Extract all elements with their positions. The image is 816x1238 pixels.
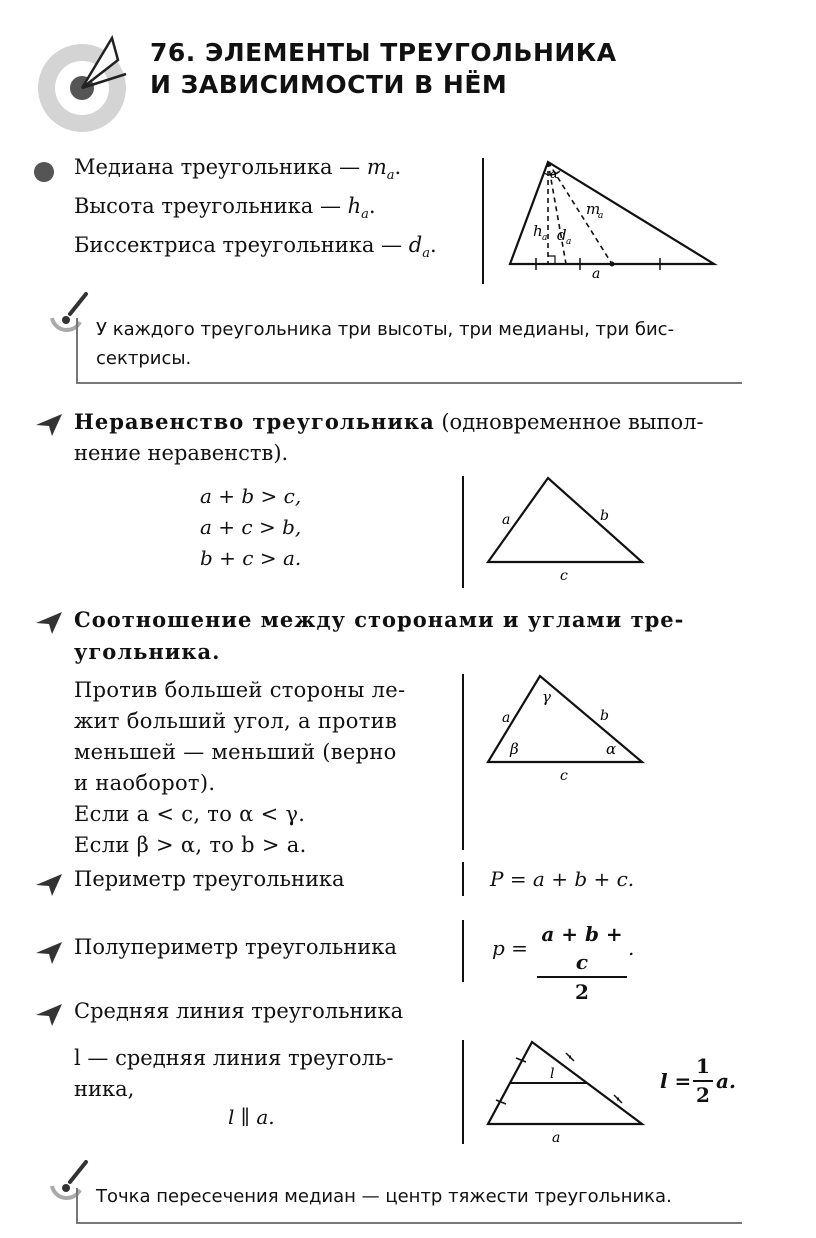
definitions-list <box>74 152 437 270</box>
midline-formula-lhs: l = <box>660 1069 692 1093</box>
midline-heading: Средняя линия треугольника <box>74 999 404 1023</box>
midline-parallel: l ∥ a. <box>228 1105 275 1129</box>
perimeter-formula: P = a + b + c. <box>490 867 635 891</box>
semiperimeter-label: Полупериметр треугольника <box>74 935 397 959</box>
semiperimeter-lhs: p = <box>492 936 528 960</box>
midline-text: l — средняя линия треуголь- ника, <box>74 1046 394 1101</box>
divider-line <box>462 476 464 588</box>
definition-median: Медиана треугольника — $m_a$. <box>74 155 402 184</box>
divider-line <box>482 158 484 284</box>
midline-formula-rhs: a. <box>716 1069 736 1093</box>
angle-gamma-label: γ <box>542 688 551 706</box>
note-text: Точка пересечения медиан — центр тяжести треугольника. <box>96 1186 672 1207</box>
definition-height: Высота треугольника — $h_a$. <box>74 194 376 223</box>
note-text: У каждого треугольника три высоты, три медианы, три бис- сектрисы. <box>96 319 675 369</box>
m-label: m <box>586 200 601 218</box>
page-subtitle: И ЗАВИСИМОСТИ В НЁМ <box>150 70 508 99</box>
m-sub-label: a <box>598 211 604 221</box>
page-title: 76. ЭЛЕМЕНТЫ ТРЕУГОЛЬНИКА <box>150 38 617 67</box>
h-label: h <box>533 222 543 240</box>
side-a-label: a <box>502 512 511 528</box>
base-a-label: a <box>552 1130 561 1146</box>
perimeter-label: Периметр треугольника <box>74 867 345 891</box>
triangle-midline-figure <box>482 1036 652 1148</box>
triangle-elements-figure <box>500 152 730 282</box>
definition-bisector: Биссектриса треугольника — $d_a$. <box>74 233 437 262</box>
check-arrow-icon <box>36 612 62 634</box>
section-logo-icon <box>30 30 138 138</box>
relation-text: Против большей стороны ле- жит больший угол, а против меньшей — меньший (верно и наоборот). Если a < c, то α < γ. Если β > α, то b > a. <box>74 678 406 857</box>
inequality-heading: Неравенство треугольника (одновременное выпол- нение неравенств). <box>74 409 704 465</box>
divider-line <box>462 1040 464 1144</box>
bullet-dot-icon <box>34 162 54 182</box>
check-arrow-icon <box>36 414 62 436</box>
side-c-label: c <box>560 768 568 784</box>
angle-beta-label: β <box>510 740 519 758</box>
d-sub-label: a <box>566 237 572 247</box>
side-b-label: b <box>600 508 609 524</box>
divider-line <box>462 862 464 896</box>
inequality-formulas: a + b > c, a + c > b, b + c > a. <box>200 484 302 570</box>
side-b-label: b <box>600 708 609 724</box>
semiperimeter-fraction: a + b + c 2 <box>537 920 627 1006</box>
alpha-label: α <box>550 167 559 181</box>
divider-line <box>462 920 464 982</box>
angle-alpha-label: α <box>606 740 617 758</box>
side-a-label: a <box>502 710 511 726</box>
midline-l-label: l <box>550 1066 555 1082</box>
check-arrow-icon <box>36 1004 62 1026</box>
check-arrow-icon <box>36 942 62 964</box>
d-label: d <box>557 226 567 244</box>
h-sub-label: a <box>542 233 548 243</box>
divider-line <box>462 674 464 850</box>
triangle-angles-figure <box>482 670 652 785</box>
check-arrow-icon <box>36 874 62 896</box>
triangle-abc-figure <box>482 470 652 585</box>
a-label: a <box>592 266 601 282</box>
relation-heading: Соотношение между сторонами и углами тре- угольника. <box>74 607 685 664</box>
midline-formula-fraction: 1 2 <box>693 1053 713 1109</box>
side-c-label: c <box>560 568 568 584</box>
semiperimeter-end: . <box>628 936 635 960</box>
